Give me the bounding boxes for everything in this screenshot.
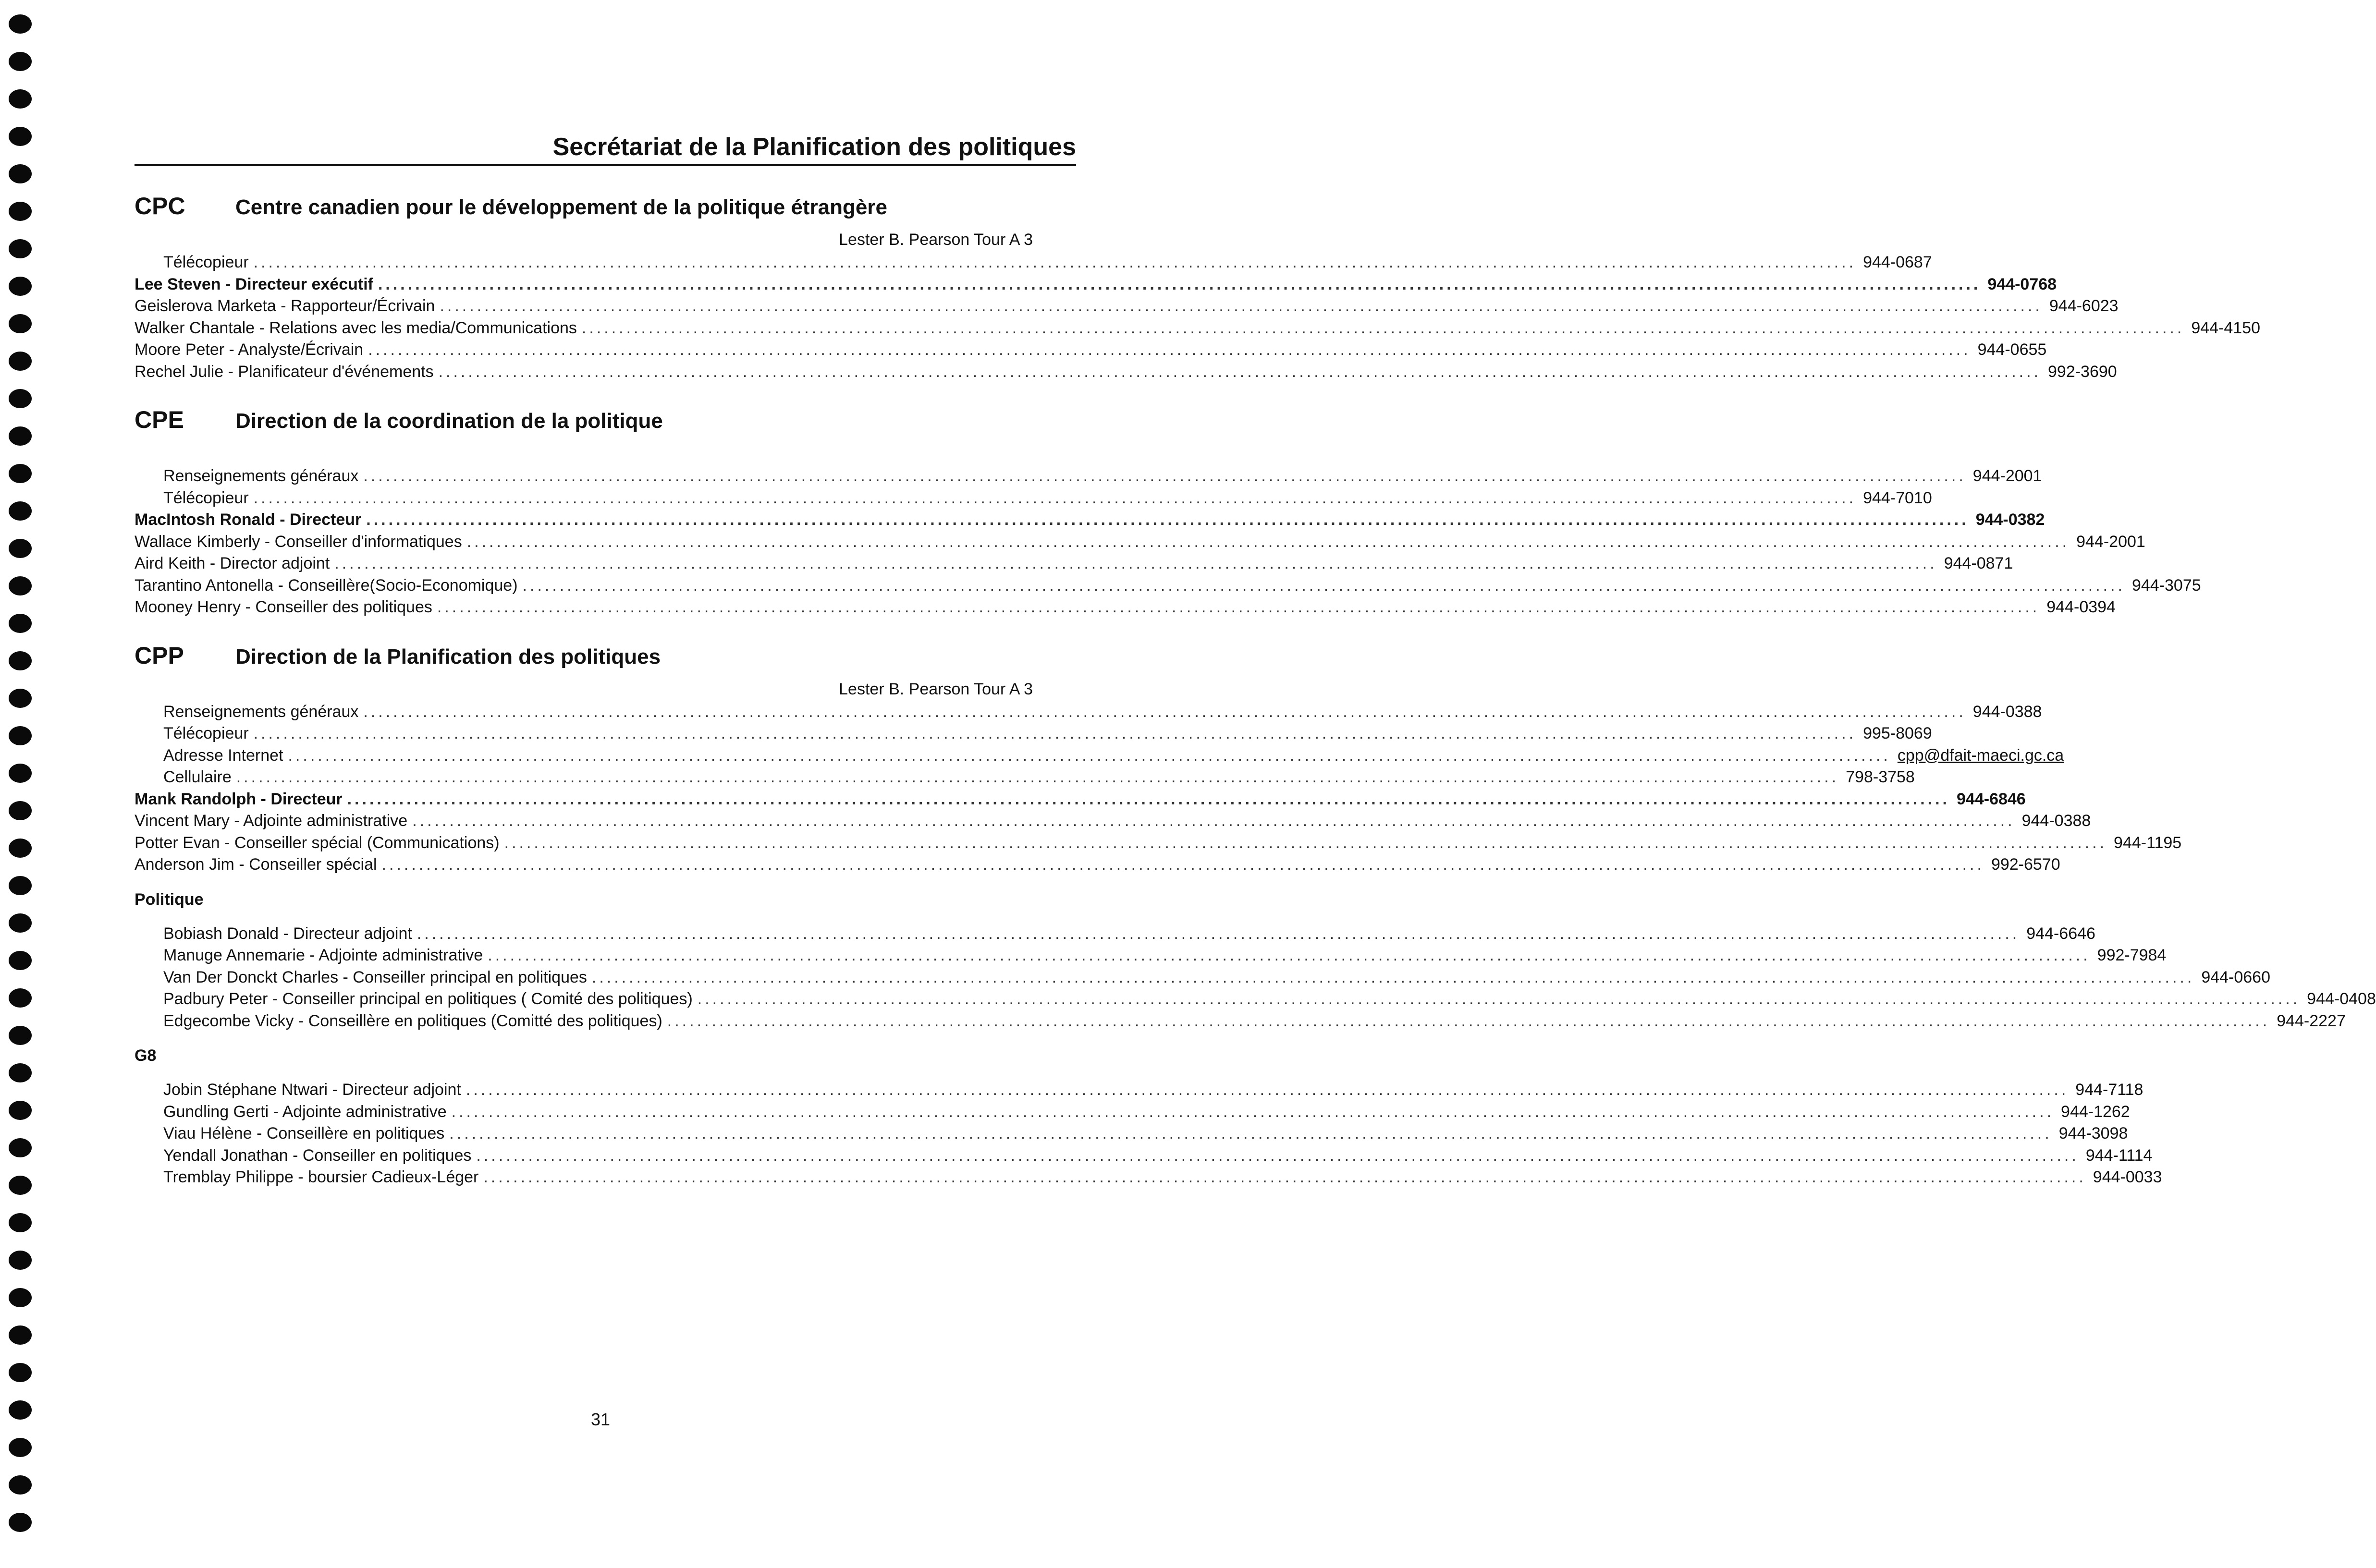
subsection-title: G8 <box>135 1046 157 1065</box>
entry-name: Yendall Jonathan - Conseiller en politiques <box>163 1146 472 1165</box>
leader-dots: ........................................................................................................................................................................................................................ <box>440 297 2043 315</box>
binder-hole <box>9 52 32 71</box>
section-gap <box>135 1032 1033 1045</box>
directory-row <box>135 575 2201 597</box>
entry-name: Moore Peter - Analyste/Écrivain <box>135 340 364 359</box>
entry-phone: 944-0655 <box>1977 340 2047 359</box>
entry-phone: 944-0394 <box>2046 598 2116 616</box>
entry-phone: 944-0871 <box>1944 554 2013 572</box>
directory-row <box>135 274 2057 296</box>
leader-dots: ........................................................................................................................................................................................................................ <box>412 812 2015 830</box>
entry-name: Potter Evan - Conseiller spécial (Communications) <box>135 833 500 852</box>
directory-row <box>135 317 2260 340</box>
entry-name: Renseignements généraux <box>163 702 359 721</box>
section-gap <box>135 1067 1033 1079</box>
leader-dots: ........................................................................................................................................................................................................................ <box>334 554 1937 572</box>
entry-phone: 798-3758 <box>1846 768 1915 786</box>
entry-name: Télécopieur <box>163 724 249 742</box>
leader-dots: ........................................................................................................................................................................................................................ <box>697 990 2301 1008</box>
entry-phone: 944-0768 <box>1987 275 2057 293</box>
binder-hole <box>9 1026 32 1045</box>
entry-phone: 992-6570 <box>1991 855 2060 874</box>
section-header-cpp <box>135 642 1033 677</box>
binder-hole <box>9 1138 32 1157</box>
entry-name: Vincent Mary - Adjointe administrative <box>135 812 408 830</box>
binder-hole <box>9 14 32 34</box>
entry-name: Lee Steven - Directeur exécutif <box>135 275 373 293</box>
entry-name: Jobin Stéphane Ntwari - Directeur adjoint <box>163 1081 461 1099</box>
section-title: Centre canadien pour le développement de la politique étrangère <box>235 195 887 219</box>
entry-phone: 992-7984 <box>2097 946 2167 964</box>
leader-dots: ........................................................................................................................................................................................................................ <box>368 340 1971 359</box>
binder-hole <box>9 1251 32 1270</box>
directory-row <box>135 509 2045 531</box>
entry-phone: 944-0382 <box>1975 511 2045 529</box>
section-address: Lester B. Pearson Tour A 3 <box>839 231 1033 249</box>
entry-name: Renseignements généraux <box>163 467 359 485</box>
directory-row <box>135 988 2376 1010</box>
directory-row <box>135 945 2167 967</box>
subsection-title: Politique <box>135 890 204 909</box>
entry-phone: 944-2001 <box>2076 532 2145 551</box>
leader-dots: ........................................................................................................................................................................................................................ <box>381 855 1984 874</box>
binder-hole <box>9 1063 32 1082</box>
entry-phone: 944-0660 <box>2201 968 2270 986</box>
entry-phone: 944-6846 <box>1957 790 2026 808</box>
leader-dots: ........................................................................................................................................................................................................................ <box>667 1011 2270 1030</box>
leader-dots: ........................................................................................................................................................................................................................ <box>366 511 1969 529</box>
email-link[interactable]: cpp@dfait-maeci.gc.ca <box>1897 746 2064 765</box>
entry-phone: 944-6023 <box>2049 297 2119 315</box>
directory-row <box>135 923 2095 945</box>
binder-hole <box>9 352 32 371</box>
binder-hole <box>9 1213 32 1232</box>
entry-name: Gundling Gerti - Adjointe administrative <box>163 1102 447 1121</box>
leader-dots: ........................................................................................................................................................................................................................ <box>488 946 2091 964</box>
binder-hole <box>9 164 32 183</box>
leader-dots: ........................................................................................................................................................................................................................ <box>581 318 2185 337</box>
binder-hole <box>9 1363 32 1382</box>
entry-name: Cellulaire <box>163 768 232 786</box>
directory-row <box>135 967 2270 989</box>
entry-phone: 944-3098 <box>2058 1124 2128 1143</box>
binder-hole <box>9 239 32 258</box>
binder-hole <box>9 1101 32 1120</box>
entry-phone: 944-4150 <box>2191 318 2260 337</box>
directory-row <box>135 553 2013 575</box>
leader-dots: ........................................................................................................................................................................................................................ <box>253 488 1857 507</box>
leader-dots: ........................................................................................................................................................................................................................ <box>288 746 1891 765</box>
binder-hole <box>9 764 32 783</box>
section-title: Direction de la Planification des politiques <box>235 644 661 669</box>
directory-row <box>135 701 2042 723</box>
entry-phone: 944-0687 <box>1863 253 1932 271</box>
directory-row <box>135 1167 2162 1189</box>
leader-dots: ........................................................................................................................................................................................................................ <box>451 1102 2055 1121</box>
leader-dots: ........................................................................................................................................................................................................................ <box>504 833 2107 852</box>
binder-hole <box>9 426 32 446</box>
entry-phone: 944-1195 <box>2114 833 2182 852</box>
directory-row <box>135 295 2119 317</box>
entry-name: Tarantino Antonella - Conseillère(Socio-Economique) <box>135 576 518 595</box>
binder-hole <box>9 1475 32 1495</box>
entry-phone: 944-3075 <box>2131 576 2201 595</box>
binder-hole <box>9 89 32 109</box>
entry-name: MacIntosh Ronald - Directeur <box>135 511 362 529</box>
binder-hole <box>9 689 32 708</box>
binder-hole <box>9 988 32 1008</box>
binder-hole <box>9 839 32 858</box>
section-code: CPC <box>135 193 185 219</box>
page-title: Secrétariat de la Planification des politiques <box>552 133 1076 161</box>
directory-row <box>135 596 2116 619</box>
page-number: 31 <box>591 1410 611 1429</box>
binder-hole <box>9 913 32 933</box>
binder-hole <box>9 614 32 633</box>
directory-row <box>135 531 2145 553</box>
binder-hole <box>9 202 32 221</box>
directory-row <box>135 832 2182 854</box>
entry-phone: 944-7118 <box>2075 1081 2143 1099</box>
binder-hole <box>9 464 32 483</box>
directory-row <box>135 252 1932 274</box>
binder-hole <box>9 1438 32 1457</box>
section-header-cpe <box>135 406 1033 441</box>
entry-name: Walker Chantale - Relations avec les media/Communications <box>135 318 577 337</box>
binder-hole <box>9 1288 32 1307</box>
entry-name: Rechel Julie - Planificateur d'événements <box>135 362 434 381</box>
section-header-cpc <box>135 192 1033 228</box>
binder-hole <box>9 801 32 820</box>
directory-row <box>135 1145 2153 1167</box>
section-address: Lester B. Pearson Tour A 3 <box>839 680 1033 698</box>
binder-hole <box>9 501 32 521</box>
entry-name: Aird Keith - Director adjoint <box>135 554 330 572</box>
directory-row <box>135 1101 2130 1123</box>
leader-dots: ........................................................................................................................................................................................................................ <box>253 724 1857 742</box>
entry-phone: 944-1262 <box>2061 1102 2130 1121</box>
binder-hole <box>9 314 32 333</box>
leader-dots: ........................................................................................................................................................................................................................ <box>378 275 1981 293</box>
entry-name: Manuge Annemarie - Adjointe administrative <box>163 946 483 964</box>
entry-name: Bobiash Donald - Directeur adjoint <box>163 924 412 943</box>
section-code: CPP <box>135 642 184 669</box>
binder-holes <box>9 0 37 1568</box>
directory-row <box>135 487 1932 510</box>
leader-dots: ........................................................................................................................................................................................................................ <box>437 598 2040 616</box>
entry-name: Edgecombe Vicky - Conseillère en politiques (Comitté des politiques) <box>163 1011 662 1030</box>
entry-name: Télécopieur <box>163 253 249 271</box>
directory-row <box>135 1010 2346 1033</box>
entry-name: Anderson Jim - Conseiller spécial <box>135 855 377 874</box>
binder-hole <box>9 951 32 970</box>
section-title: Direction de la coordination de la politique <box>235 409 663 433</box>
directory-row <box>135 465 2042 487</box>
binder-hole <box>9 1400 32 1420</box>
section-gap <box>135 876 1033 888</box>
entry-phone: 944-0033 <box>2093 1168 2162 1186</box>
directory-row <box>135 1123 2128 1145</box>
section-code: CPE <box>135 406 184 433</box>
leader-dots: ........................................................................................................................................................................................................................ <box>416 924 2020 943</box>
binder-hole <box>9 651 32 670</box>
entry-name: Mank Randolph - Directeur <box>135 790 343 808</box>
binder-hole <box>9 1513 32 1532</box>
leader-dots: ........................................................................................................................................................................................................................ <box>522 576 2125 595</box>
section-address <box>135 441 1033 465</box>
entry-name: Adresse Internet <box>163 746 283 765</box>
entry-phone: 992-3690 <box>2048 362 2117 381</box>
entry-name: Tremblay Philippe - boursier Cadieux-Léger <box>163 1168 479 1186</box>
entry-name: Viau Hélène - Conseillère en politiques <box>163 1124 445 1143</box>
entry-name: Geislerova Marketa - Rapporteur/Écrivain <box>135 297 435 315</box>
directory-row <box>135 789 2026 811</box>
binder-hole <box>9 576 32 596</box>
directory-row <box>135 339 2047 361</box>
binder-hole <box>9 1325 32 1345</box>
leader-dots: ........................................................................................................................................................................................................................ <box>363 702 1966 721</box>
entry-phone: 944-0388 <box>2021 812 2091 830</box>
section-gap <box>135 619 1033 642</box>
directory-row <box>135 745 2064 767</box>
leader-dots: ........................................................................................................................................................................................................................ <box>465 1081 2069 1099</box>
entry-phone: 944-0408 <box>2307 990 2376 1008</box>
binder-hole <box>9 539 32 558</box>
leader-dots: ........................................................................................................................................................................................................................ <box>476 1146 2079 1165</box>
entry-phone: 944-2227 <box>2277 1011 2346 1030</box>
directory-content <box>135 192 2376 1189</box>
binder-hole <box>9 277 32 296</box>
directory-row <box>135 723 1932 745</box>
entry-name: Wallace Kimberly - Conseiller d'informatiques <box>135 532 462 551</box>
entry-phone: 944-1114 <box>2085 1146 2153 1165</box>
entry-phone: 944-0388 <box>1972 702 2042 721</box>
leader-dots: ........................................................................................................................................................................................................................ <box>591 968 2195 986</box>
binder-hole <box>9 1176 32 1195</box>
directory-row <box>135 810 2091 832</box>
leader-dots: ........................................................................................................................................................................................................................ <box>347 790 1950 808</box>
entry-phone: 944-6646 <box>2026 924 2095 943</box>
section-gap <box>135 911 1033 923</box>
entry-phone: 944-2001 <box>1972 467 2042 485</box>
entry-name: Mooney Henry - Conseiller des politiques <box>135 598 432 616</box>
section-gap <box>135 383 1033 406</box>
directory-row <box>135 854 2060 876</box>
leader-dots: ........................................................................................................................................................................................................................ <box>449 1124 2052 1143</box>
page-header <box>135 130 1076 166</box>
directory-row <box>135 1079 2143 1101</box>
directory-row <box>135 361 2117 383</box>
binder-hole <box>9 127 32 146</box>
leader-dots: ........................................................................................................................................................................................................................ <box>438 362 2041 381</box>
leader-dots: ........................................................................................................................................................................................................................ <box>483 1168 2086 1186</box>
directory-row <box>135 766 1915 789</box>
entry-phone: 944-7010 <box>1863 488 1932 507</box>
entry-name: Télécopieur <box>163 488 249 507</box>
entry-phone: 995-8069 <box>1863 724 1932 742</box>
binder-hole <box>9 876 32 895</box>
entry-name: Padbury Peter - Conseiller principal en politiques ( Comité des politiques) <box>163 990 693 1008</box>
leader-dots: ........................................................................................................................................................................................................................ <box>466 532 2070 551</box>
leader-dots: ........................................................................................................................................................................................................................ <box>236 768 1839 786</box>
entry-name: Van Der Donckt Charles - Conseiller principal en politiques <box>163 968 587 986</box>
leader-dots: ........................................................................................................................................................................................................................ <box>363 467 1966 485</box>
binder-hole <box>9 389 32 408</box>
binder-hole <box>9 726 32 745</box>
leader-dots: ........................................................................................................................................................................................................................ <box>253 253 1857 271</box>
